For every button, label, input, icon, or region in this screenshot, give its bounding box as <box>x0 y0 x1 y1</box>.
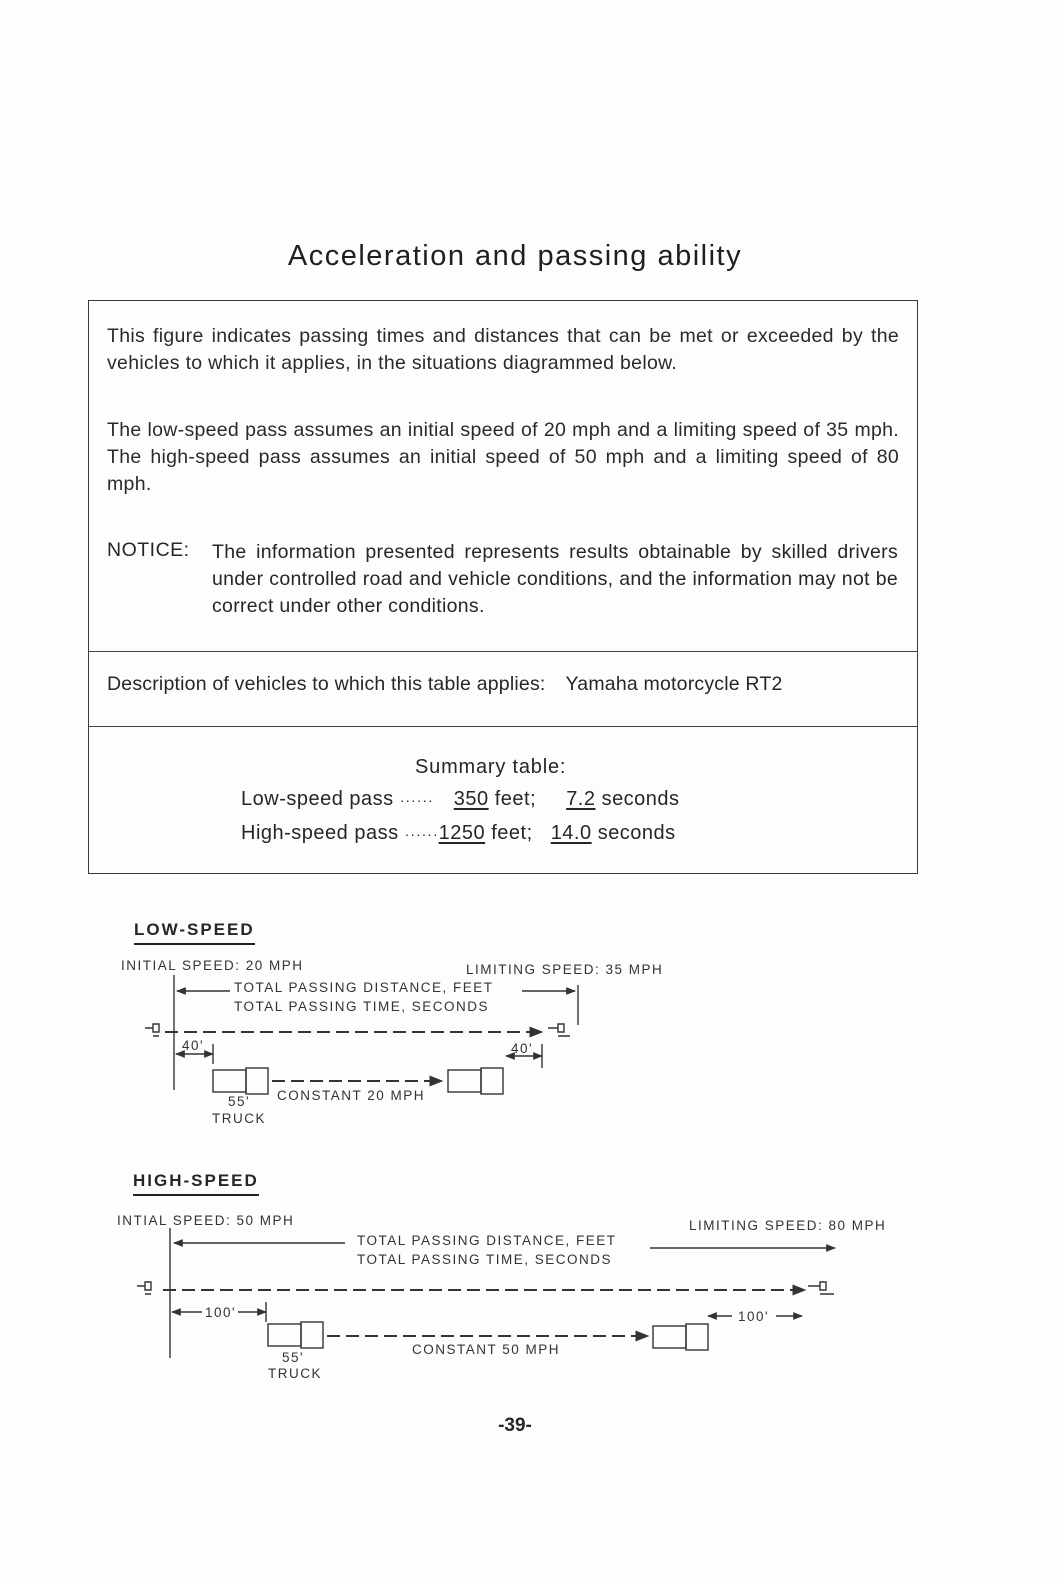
motorcycle-icon <box>137 1282 151 1294</box>
low-time: 7.2 <box>566 788 596 810</box>
seconds-unit: seconds <box>597 822 676 844</box>
truck-icon <box>268 1324 301 1346</box>
high-initial-speed: INTIAL SPEED: 50 MPH <box>117 1213 295 1228</box>
high-time: 14.0 <box>550 822 592 844</box>
low-initial-speed: INITIAL SPEED: 20 MPH <box>121 958 304 973</box>
low-gap-start: 40' <box>182 1038 205 1053</box>
high-time-label: TOTAL PASSING TIME, SECONDS <box>357 1252 613 1267</box>
low-truck-length: 55' <box>228 1094 251 1109</box>
high-truck-length: 55' <box>282 1350 305 1365</box>
leader-dots: ······ <box>404 826 439 842</box>
vehicle-model: Yamaha motorcycle RT2 <box>565 673 783 695</box>
seconds-unit: seconds <box>601 788 680 810</box>
intro-paragraph-2: The low-speed pass assumes an initial speed of 20 mph and a limiting speed of 35 mph. The high-speed pass assumes an initial speed of 50 mph and a limiting speed of 80 mph. <box>107 419 899 495</box>
truck-icon <box>213 1070 246 1092</box>
motorcycle-icon <box>145 1024 159 1036</box>
high-distance-label: TOTAL PASSING DISTANCE, FEET <box>357 1233 617 1248</box>
high-gap-start: 100' <box>205 1305 237 1320</box>
notice-label: NOTICE: <box>107 539 190 561</box>
truck-cab-icon <box>686 1324 708 1350</box>
intro-paragraph-1: This figure indicates passing times and distances that can be met or exceeded by the vehicles to which it applies, in the situations diagrammed below. <box>107 325 899 374</box>
low-limiting-speed: LIMITING SPEED: 35 MPH <box>466 962 664 977</box>
high-constant-speed: CONSTANT 50 MPH <box>412 1342 561 1357</box>
high-label: High-speed pass <box>241 822 399 844</box>
summary-title: Summary table: <box>415 756 567 778</box>
low-constant-speed: CONSTANT 20 MPH <box>277 1088 426 1103</box>
description-label: Description of vehicles to which this table applies: <box>107 673 546 695</box>
truck-cab-icon <box>246 1068 268 1094</box>
high-distance: 1250 <box>438 822 486 844</box>
motorcycle-icon <box>808 1282 834 1294</box>
page-number: -39- <box>498 1415 532 1436</box>
low-truck-label: TRUCK <box>212 1111 266 1126</box>
low-label: Low-speed pass <box>241 788 394 810</box>
notice-text: The information presented represents results obtainable by skilled drivers under controlled road and vehicle conditions, and the information may not be correct under other conditions. <box>212 541 898 617</box>
truck-icon <box>448 1070 481 1092</box>
high-gap-end: 100' <box>738 1309 770 1324</box>
truck-cab-icon <box>481 1068 503 1094</box>
low-gap-end: 40' <box>511 1041 534 1056</box>
truck-icon <box>653 1326 686 1348</box>
low-speed-heading: LOW-SPEED <box>134 920 255 945</box>
page-title: Acceleration and passing ability <box>287 240 743 272</box>
leader-dots: ······ <box>399 792 434 808</box>
low-time-label: TOTAL PASSING TIME, SECONDS <box>234 999 490 1014</box>
high-speed-heading: HIGH-SPEED <box>133 1171 259 1196</box>
high-truck-label: TRUCK <box>268 1366 322 1381</box>
low-distance: 350 <box>453 788 489 810</box>
truck-cab-icon <box>301 1322 323 1348</box>
feet-unit: feet; <box>494 788 537 810</box>
feet-unit: feet; <box>491 822 533 844</box>
high-limiting-speed: LIMITING SPEED: 80 MPH <box>689 1218 887 1233</box>
motorcycle-icon <box>548 1024 570 1036</box>
low-distance-label: TOTAL PASSING DISTANCE, FEET <box>234 980 494 995</box>
